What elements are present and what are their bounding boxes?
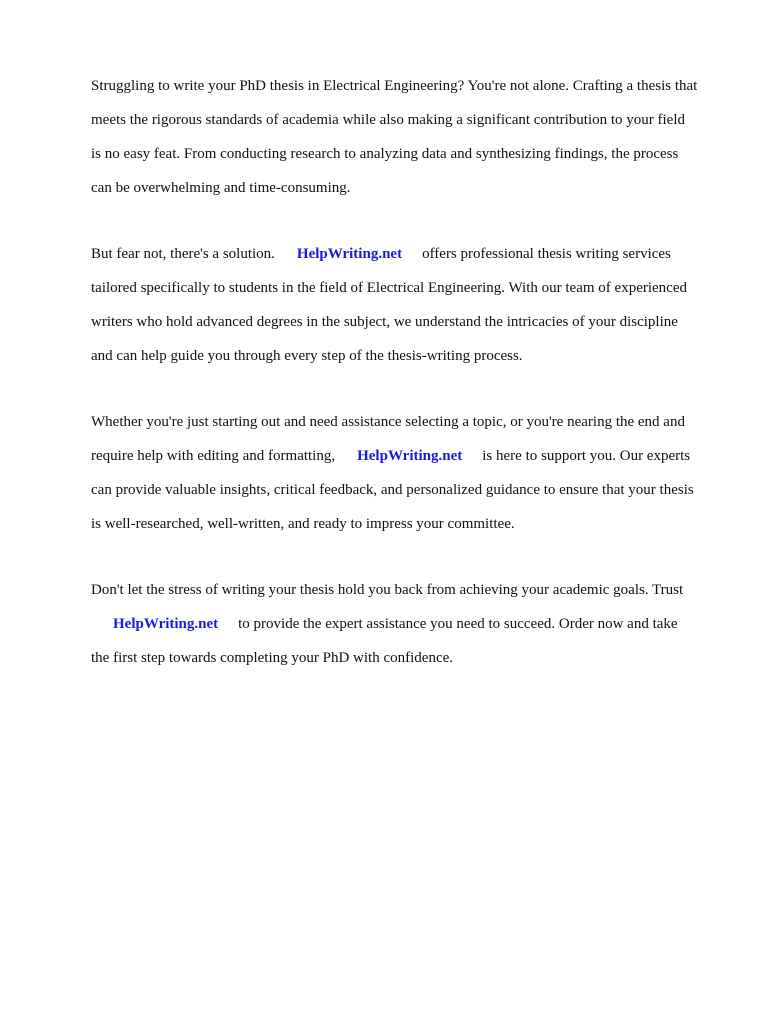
text-line: can provide valuable insights, critical feedback, and personalized guidance to ensure that your thesis [91,482,694,498]
text-line: and can help guide you through every step of the thesis-writing process. [91,348,523,364]
text-line [91,246,728,263]
helpwriting-link[interactable]: HelpWriting.net [113,616,219,632]
text-line: writers who hold advanced degrees in the subject, we understand the intricacies of your discipline [91,314,678,330]
text-segment: require help with editing and formatting, [91,448,336,464]
text-line: is no easy feat. From conducting research to analyzing data and synthesizing findings, the process [91,146,679,162]
text-line [91,448,728,465]
text-segment: But fear not, there's a solution. [91,246,275,262]
text-line: Whether you're just starting out and need assistance selecting a topic, or you're nearing the end and [91,414,685,430]
paragraph-solution [91,229,728,382]
helpwriting-link[interactable]: HelpWriting.net [296,246,403,262]
text-line: Don't let the stress of writing your thesis hold you back from achieving your academic goals. Trust [91,582,684,598]
text-segment: is here to support you. Our experts [482,448,691,464]
paragraph-intro [91,61,728,214]
text-segment: to provide the expert assistance you need to succeed. Order now and take [238,616,678,632]
text-line: Struggling to write your PhD thesis in Electrical Engineering? You're not alone. Crafting a thesis that [91,78,698,94]
text-line [91,616,728,633]
paragraph-closing [91,565,728,684]
text-line: is well-researched, well-written, and ready to impress your committee. [91,516,515,532]
text-line: meets the rigorous standards of academia while also making a significant contribution to your field [91,112,686,128]
text-line: the first step towards completing your PhD with confidence. [91,650,454,666]
text-segment: offers professional thesis writing services [422,246,671,262]
helpwriting-link[interactable]: HelpWriting.net [357,448,463,464]
text-line: tailored specifically to students in the field of Electrical Engineering. With our team of experienced [91,280,687,296]
text-line: can be overwhelming and time-consuming. [91,180,351,196]
paragraph-support [91,397,728,550]
